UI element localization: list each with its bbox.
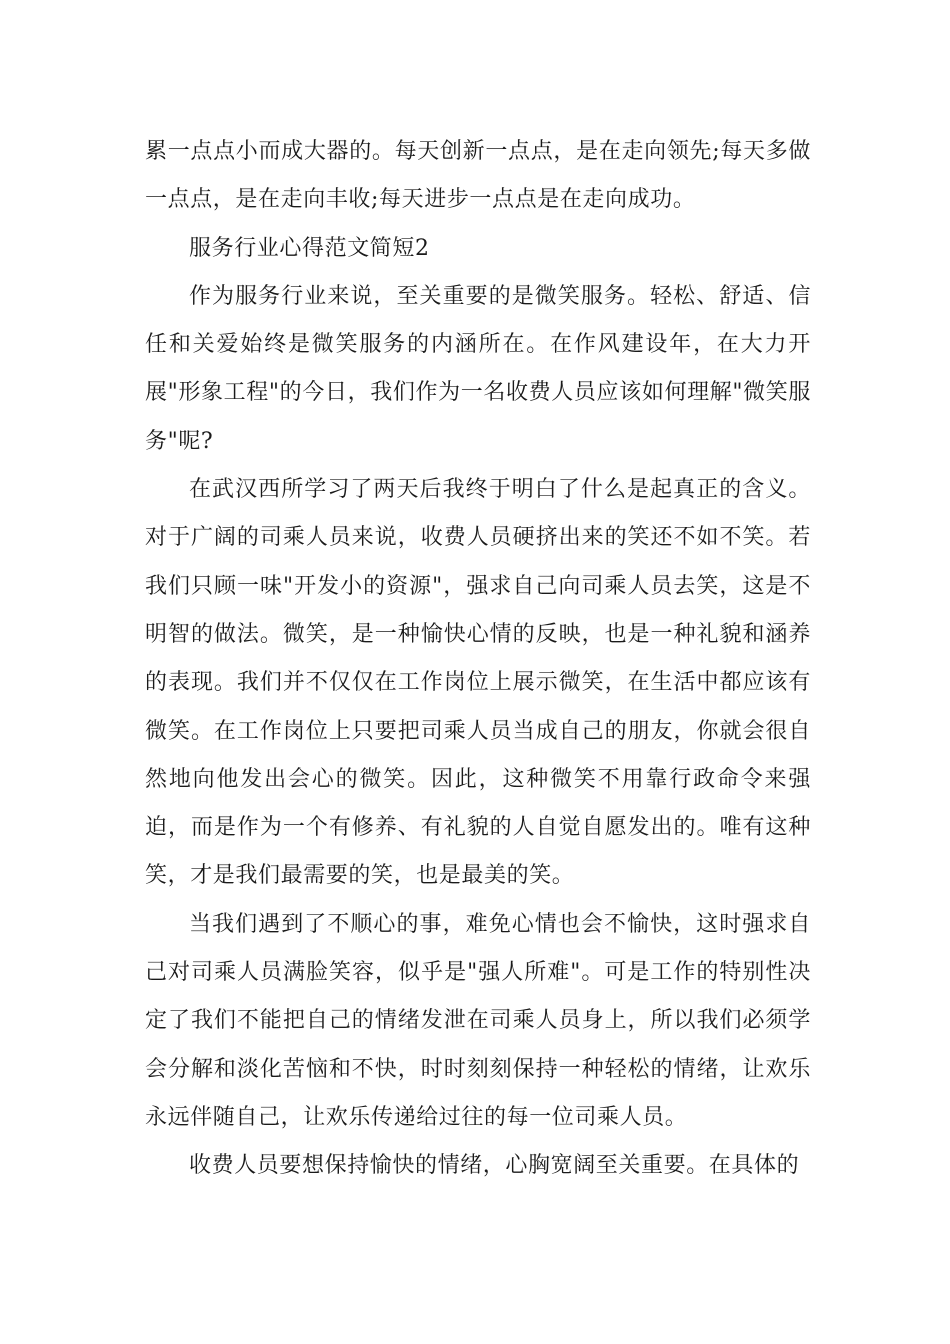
body-paragraph-3: 当我们遇到了不顺心的事，难免心情也会不愉快，这时强求自己对司乘人员满脸笑容，似乎是"强人所难"。可是工作的特别性决定了我们不能把自己的情绪发泄在司乘人员身上，所以我们必须学会分解和淡化苦恼和不快，时时刻刻保持一种轻松的情绪，让欢乐永远伴随自己，让欢乐传递给过往的每一位司乘人员。	[145, 911, 811, 1130]
body-paragraph-2: 在武汉西所学习了两天后我终于明白了什么是起真正的含义。对于广阔的司乘人员来说，收费人员硬挤出来的笑还不如不笑。若我们只顾一味"开发小的资源"，强求自己向司乘人员去笑，这是不明智的做法。微笑，是一种愉快心情的反映，也是一种礼貌和涵养的表现。我们并不仅仅在工作岗位上展示微笑，在生活中都应该有微笑。在工作岗位上只要把司乘人员当成自己的朋友，你就会很自然地向他发出会心的微笑。因此，这种微笑不用靠行政命令来强迫，而是作为一个有修养、有礼貌的人自觉自愿发出的。唯有这种笑，才是我们最需要的笑，也是最美的笑。	[145, 477, 811, 889]
document-page	[145, 128, 811, 1191]
section-title: 服务行业心得范文简短2	[189, 235, 430, 261]
continuation-paragraph: 累一点点小而成大器的。每天创新一点点，是在走向领先;每天多做一点点，是在走向丰收;每天进步一点点是在走向成功。	[145, 139, 811, 213]
body-paragraph-1: 作为服务行业来说，至关重要的是微笑服务。轻松、舒适、信任和关爱始终是微笑服务的内涵所在。在作风建设年，在大力开展"形象工程"的今日，我们作为一名收费人员应该如何理解"微笑服务"呢?	[145, 283, 811, 454]
body-paragraph-4: 收费人员要想保持愉快的情绪，心胸宽阔至关重要。在具体的	[189, 1153, 800, 1179]
